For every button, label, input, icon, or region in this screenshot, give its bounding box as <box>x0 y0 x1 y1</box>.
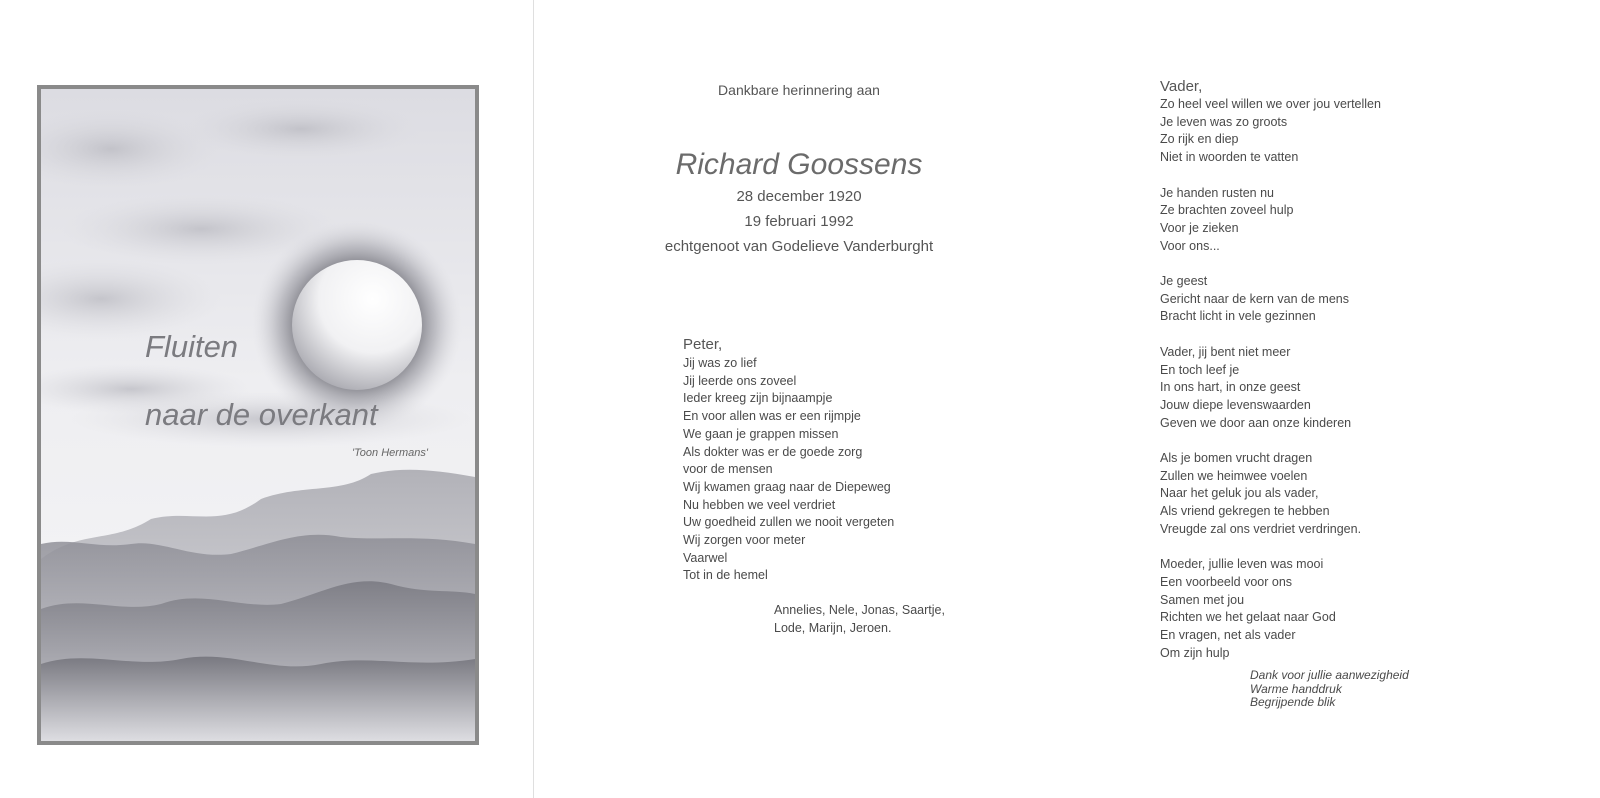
poem-line: Tot in de hemel <box>683 568 768 583</box>
thanks-line: Dank voor jullie aanwezigheid <box>1250 668 1409 682</box>
poem-line: Niet in woorden te vatten <box>1160 150 1299 165</box>
stanza-gap <box>1160 167 1381 185</box>
poem-line: Zo heel veel willen we over jou vertellen <box>1160 97 1381 111</box>
stanza-gap <box>1160 326 1381 344</box>
poem-line: Ieder kreeg zijn bijnaampje <box>683 391 833 406</box>
thanks-line: Begrijpende blik <box>1250 695 1336 709</box>
poem-line: Je leven was zo groots <box>1160 114 1288 129</box>
poem-line: En voor allen was er een rijmpje <box>683 409 861 424</box>
cover-panel <box>0 0 534 798</box>
thanks-note <box>1250 669 1409 710</box>
spouse-line: echtgenoot van Godelieve Vanderburght <box>664 238 934 255</box>
poem-line: En toch leef je <box>1160 362 1240 377</box>
poem-line: Bracht licht in vele gezinnen <box>1160 309 1316 324</box>
poem-line: Voor ons... <box>1160 238 1220 253</box>
poem-line: Je geest <box>1160 274 1208 288</box>
stanza-gap <box>1160 432 1381 450</box>
signature-line: Lode, Marijn, Jeroen. <box>774 620 892 635</box>
tribute-panel <box>1064 0 1600 798</box>
poem-line: Naar het geluk jou als vader, <box>1160 486 1319 501</box>
memorial-heading: Dankbare herinnering aan <box>718 82 880 98</box>
poem-line: Vaarwel <box>683 550 728 565</box>
grandchildren-poem <box>683 336 894 585</box>
children-poem <box>1160 78 1381 662</box>
poem-line: Uw goedheid zullen we nooit vergeten <box>683 515 895 530</box>
stanza-gap <box>1160 255 1381 273</box>
poem-line: Jouw diepe levenswaarden <box>1160 397 1311 412</box>
poem-line: Om zijn hulp <box>1160 645 1230 660</box>
poem-salutation: Vader, <box>1160 78 1203 95</box>
poem-line: Jij leerde ons zoveel <box>683 373 797 388</box>
poem-line: Moeder, jullie leven was mooi <box>1160 557 1324 572</box>
cover-card <box>37 85 479 745</box>
poem-line: Als dokter was er de goede zorg <box>683 444 863 459</box>
thanks-line: Warme handdruk <box>1250 681 1342 696</box>
poem-line: Richten we het gelaat naar God <box>1160 610 1336 625</box>
poem-line: Jij was zo lief <box>683 356 757 370</box>
death-date: 19 februari 1992 <box>744 213 854 230</box>
poem-line: Ze brachten zoveel hulp <box>1160 203 1294 218</box>
signature-line: Annelies, Nele, Jonas, Saartje, <box>774 603 945 617</box>
poem-line: Wij zorgen voor meter <box>683 533 806 548</box>
poem-line: Een voorbeeld voor ons <box>1160 574 1293 589</box>
poem-line: Je handen rusten nu <box>1160 185 1274 200</box>
poem-line: Zullen we heimwee voelen <box>1160 468 1308 483</box>
poem-line: En vragen, net als vader <box>1160 628 1296 643</box>
poem-lines <box>1160 96 1381 662</box>
poem-line: Zo rijk en diep <box>1160 132 1239 147</box>
poem-line: We gaan je grappen missen <box>683 426 839 441</box>
poem-line: Samen met jou <box>1160 592 1245 607</box>
poem-line: Als je bomen vrucht dragen <box>1160 451 1313 465</box>
poem-line: Nu hebben we veel verdriet <box>683 497 836 512</box>
poem-line: In ons hart, in onze geest <box>1160 380 1301 395</box>
poem-line: Als vriend gekregen te hebben <box>1160 504 1330 519</box>
birth-date: 28 december 1920 <box>736 188 862 205</box>
poem-line: voor de mensen <box>683 462 773 477</box>
poem-line: Wij kwamen graag naar de Diepeweg <box>683 479 891 494</box>
cover-title-line-2: naar de overkant <box>145 397 378 432</box>
deceased-name: Richard Goossens <box>675 148 923 181</box>
poem-salutation: Peter, <box>683 336 723 353</box>
cover-credit: 'Toon Hermans' <box>352 447 428 459</box>
poem-line: Geven we door aan onze kinderen <box>1160 415 1352 430</box>
grandchildren-signatures <box>774 602 945 637</box>
poem-line: Voor je zieken <box>1160 220 1239 235</box>
announcement-panel <box>534 0 1064 798</box>
poem-lines <box>683 355 894 585</box>
poem-line: Gericht naar de kern van de mens <box>1160 291 1349 306</box>
poem-line: Vader, jij bent niet meer <box>1160 344 1291 359</box>
cover-title-line-1: Fluiten <box>145 329 239 364</box>
stanza-gap <box>1160 539 1381 557</box>
poem-line: Vreugde zal ons verdriet verdringen. <box>1160 521 1362 536</box>
